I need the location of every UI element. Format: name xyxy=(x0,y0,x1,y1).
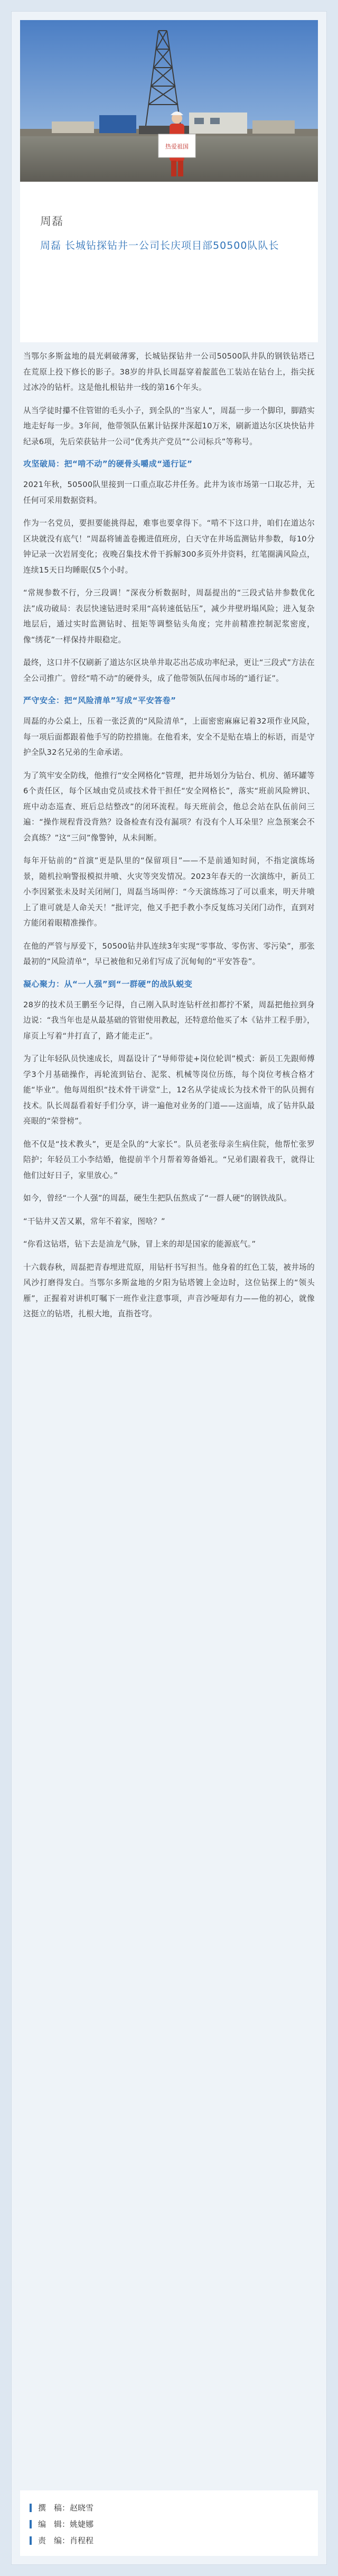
paragraph: 他不仅是“技术教头”，更是全队的“大家长”。队员老张母亲生病住院，他帮忙张罗陪护；年轻员工小李结婚，他提前半个月帮着筹备婚礼。“兄弟们跟着我干，就得让他们过好日子，家里放心。” xyxy=(23,1139,315,1180)
section-heading: 严守安全：把“风险清单”写成“平安答卷” xyxy=(23,696,176,705)
section-heading: 攻坚破局：把“啃不动”的硬骨头嚼成“通行证” xyxy=(23,459,193,469)
paragraph: 十六载春秋，周磊把青春埋进荒原，用钻杆书写担当。他身着的红色工装，被井场的风沙打磨得发白。当鄂尔多斯盆地的夕阳为钻塔镀上金边时，这位钻探上的“领头雁”，正握着对讲机叮嘱下一班作业注意事项，声音沙哑却有力——他的初心，就像这挺立的钻塔，扎根大地，直指苍穹。 xyxy=(23,1262,315,1318)
person-name: 周磊 xyxy=(40,215,63,228)
accent-bar xyxy=(30,2504,32,2512)
paragraph: 最终，这口井不仅刷新了道达尔区块单井取芯出芯成功率纪录，更让“三段式”方法在全公司推广。曾经“啃不动”的硬骨头，成了他带领队伍闯市场的“通行证”。 xyxy=(23,658,315,683)
paragraph: 为了筑牢安全防线，他推行“安全网格化”管理，把井场划分为钻台、机房、循环罐等6个责任区，每个区域由党员或技术骨干担任“安全网格长”，落实“班前风险辨识、班中动态巡查、班后总结整改”的闭环流程。每天班前会，他总会站在队伍前问三遍：“操作规程背没背熟？设备检查有没有漏项？有没有个人耳朵里？应急预案会不会真练？”这“三问”像警钟，从未间断。 xyxy=(23,771,315,842)
credit-name: 肖程程 xyxy=(70,2536,94,2545)
paragraph: “常规参数不行，分三段调！”深夜分析数据时，周磊提出的“三段式钻井参数优化法”成功破局：表层快速钻进时采用“高转速低钻压”，减少井壁坍塌风险；进入复杂地层后，通过实时监测钻时、扭矩等调整钻头角度；完井前精准控制泥浆密度，像“绣花”一样保持井眼稳定。 xyxy=(23,588,315,644)
credit-name: 姚婕娜 xyxy=(70,2519,94,2529)
accent-bar xyxy=(30,2536,32,2545)
credit-editor xyxy=(30,2518,93,2530)
paragraph: 如今，曾经“一个人强”的周磊，硬生生把队伍熬成了“一群人硬”的钢铁战队。 xyxy=(23,1194,292,1203)
person-title: 周磊 长城钻探钻井一公司长庆项目部50500队队长 xyxy=(40,240,279,251)
paragraph: 在他的严管与厚爱下，50500钻井队连续3年实现“零事故、零伤害、零污染”，那张最初的“风险清单”，早已被他和兄弟们写成了沉甸甸的“平安答卷”。 xyxy=(23,941,315,966)
credit-label: 编 辑： xyxy=(38,2519,70,2529)
credit-name: 赵晓雪 xyxy=(70,2503,94,2513)
hero-photo xyxy=(20,20,318,182)
credit-writer xyxy=(30,2502,93,2513)
credit-chief-editor xyxy=(30,2535,93,2546)
paragraph: 为了让年轻队员快速成长，周磊设计了“导师带徒+岗位轮训”模式：新员工先跟师傅学3个月基础操作，再轮流到钻台、泥浆、机械等岗位历练，每个岗位考核合格才能“毕业”。他每周组织“技术骨干讲堂”上，12名从学徒成长为技术骨干的队员拥有技术。队长周磊看着好手们分享，讲一遍他对业务的门道——这面墙，成了钻井队最亮眼的“荣誉榜”。 xyxy=(23,1054,315,1126)
paragraph: “干钻井又苦又累，常年不着家，图啥？” xyxy=(23,1216,165,1226)
paragraph: 从当学徒时攥不住管钳的毛头小子，到全队的“当家人”，周磊一步一个脚印，脚踏实地走好每一步。3年间，他带领队伍累计钻探井深超10万米，刷新道达尔区块快钻井纪录6项，先后荣获钻井一公司“优秀共产党员”“公司标兵”等称号。 xyxy=(23,406,315,446)
hero-section xyxy=(20,20,318,342)
article-body xyxy=(23,349,315,1329)
credits-box xyxy=(20,2490,318,2556)
paragraph: 2021年秋，50500队里接到一口重点取芯井任务。此井为该市场第一口取芯井，无任何可采用数据资料。 xyxy=(23,480,315,505)
credit-label: 撰 稿： xyxy=(38,2503,70,2513)
paragraph: 当鄂尔多斯盆地的晨光刺破薄雾，长城钻探钻井一公司50500队井队的钢铁钻塔已在荒原上投下修长的影子。38岁的井队长周磊穿着靛蓝色工装站在钻台上，指尖抚过冰冷的钻杆。这是他扎根钻井一线的第16个年头。 xyxy=(23,352,315,392)
section-heading: 凝心聚力：从“一人强”到“一群硬”的战队蜕变 xyxy=(23,979,193,989)
credit-label: 责 编： xyxy=(38,2536,70,2545)
paragraph: 作为一名党员，要担要能挑得起，难事也要拿得下。“啃不下这口井，咱们在道达尔区块就没有底气！”周磊将铺盖卷搬进值班房，白天守在井场监测钻井参数，每10分钟记录一次岩屑变化；夜晚召集技术骨干拆解300多页外井资料，红笔圈满风险点，连续15天日均睡眠仅5个小时。 xyxy=(23,519,315,575)
accent-bar xyxy=(30,2520,32,2528)
oil-rig-photo-image xyxy=(20,20,318,182)
paragraph: 周磊的办公桌上，压着一张泛黄的“风险清单”，上面密密麻麻记着32项作业风险，每一项后面都跟着他手写的防控措施。在他看来，安全不是贴在墙上的标语，而是守护全队32名兄弟的生命承诺。 xyxy=(23,717,315,757)
paragraph: “你看这钻塔，钻下去是油龙气脉，冒上来的却是国家的能源底气。” xyxy=(23,1240,256,1249)
sign-text: 热爱祖国 xyxy=(165,143,189,150)
paragraph: 每年开钻前的“首演”更是队里的“保留项目”——不是前通知时间，不指定演练场景，随机拉响警报模拟井喷、火灾等突发情况。2023年春天的一次演练中，新员工小李因紧张未及时关闭闸门，周磊当场叫停：“今天演练练习了可以重来，明天井喷上了谁可就是人命关天！”批评完，他又手把手教小李反复练习关闭门动作，直到对方能闭着眼精准操作。 xyxy=(23,856,315,928)
paragraph: 28岁的技术员王鹏至今记得，自己刚入队时连钻杆丝扣都拧不紧，周磊把他拉到身边说：“我当年也是从最基础的管钳使用教起，还特意给他买了本《钻井工程手册》，扉页上写着“井打直了，路才能走正”。 xyxy=(23,1000,315,1041)
